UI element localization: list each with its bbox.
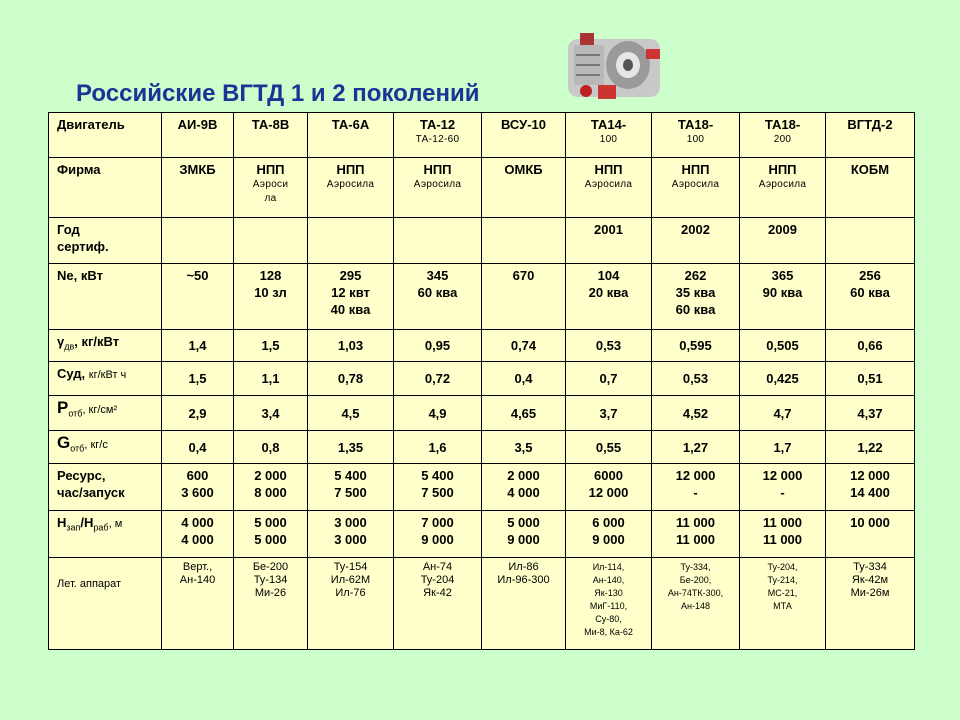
resource-cell: 12 000 - (652, 464, 740, 511)
resource-cell: 6000 12 000 (566, 464, 652, 511)
aircraft-cell: Ту-204, Ту-214, МС-21, МТА (740, 557, 826, 649)
engine-name-cell: ВСУ-10 (482, 113, 566, 158)
altitude-cell: 5 000 5 000 (234, 511, 308, 558)
firm-cell: ОМКБ (482, 157, 566, 217)
gamma-cell: 0,53 (566, 329, 652, 361)
flow-cell: 3,5 (482, 431, 566, 464)
firm-cell: ЗМКБ (162, 157, 234, 217)
engine-name-cell: ТА-12 ТА-12-60 (394, 113, 482, 158)
aircraft-cell: Ил-86 Ил-96-300 (482, 557, 566, 649)
label-aircraft: Лет. аппарат (49, 557, 162, 649)
row-resource (49, 464, 915, 511)
power-cell: 256 60 ква (826, 264, 915, 329)
year-cell (394, 217, 482, 264)
row-power (49, 264, 915, 329)
resource-cell: 5 400 7 500 (394, 464, 482, 511)
power-cell: 262 35 ква 60 ква (652, 264, 740, 329)
power-cell: 365 90 ква (740, 264, 826, 329)
aircraft-cell: Ту-334, Бе-200, Ан-74ТК-300, Ан-148 (652, 557, 740, 649)
sfc-cell: 1,5 (162, 361, 234, 395)
pressure-cell: 4,5 (308, 395, 394, 430)
label-flow: $G_{отб}$, кг/с (49, 431, 162, 464)
aircraft-cell: Ан-74 Ту-204 Як-42 (394, 557, 482, 649)
flow-cell: 1,6 (394, 431, 482, 464)
label-engine: Двигатель (49, 113, 162, 158)
altitude-cell: 5 000 9 000 (482, 511, 566, 558)
resource-cell: 12 000 - (740, 464, 826, 511)
firm-cell: НПП Аэроси ла (234, 157, 308, 217)
year-cell: 2009 (740, 217, 826, 264)
sfc-cell: 0,425 (740, 361, 826, 395)
pressure-cell: 3,7 (566, 395, 652, 430)
resource-cell: 600 3 600 (162, 464, 234, 511)
row-engine (49, 113, 915, 158)
flow-cell: 0,8 (234, 431, 308, 464)
page-title: Российские ВГТД 1 и 2 поколений (76, 80, 480, 107)
resource-cell: 12 000 14 400 (826, 464, 915, 511)
engine-name-cell: ТА18- 100 (652, 113, 740, 158)
firm-cell: НПП Аэросила (740, 157, 826, 217)
power-cell: 128 10 зл (234, 264, 308, 329)
row-year (49, 217, 915, 264)
flow-cell: 1,35 (308, 431, 394, 464)
gamma-cell: 1,5 (234, 329, 308, 361)
gamma-cell: 0,66 (826, 329, 915, 361)
flow-cell: 1,22 (826, 431, 915, 464)
engine-name-cell: ВГТД-2 (826, 113, 915, 158)
sfc-cell: 0,4 (482, 361, 566, 395)
label-sfc: Суд, кг/кВт ч (49, 361, 162, 395)
firm-cell: НПП Аэросила (652, 157, 740, 217)
pressure-cell: 3,4 (234, 395, 308, 430)
label-resource: Ресурс, час/запуск (49, 464, 162, 511)
label-altitude: $Н_{зап}/Н_{раб}$, м (49, 511, 162, 558)
label-power: Ne, кВт (49, 264, 162, 329)
engine-name-cell: ТА-6А (308, 113, 394, 158)
row-gamma (49, 329, 915, 361)
pressure-cell: 4,65 (482, 395, 566, 430)
aircraft-cell: Ту-334 Як-42м Ми-26м (826, 557, 915, 649)
row-firm (49, 157, 915, 217)
pressure-cell: 4,52 (652, 395, 740, 430)
flow-cell: 1,27 (652, 431, 740, 464)
label-firm: Фирма (49, 157, 162, 217)
aircraft-cell: Ту-154 Ил-62М Ил-76 (308, 557, 394, 649)
power-cell: 345 60 ква (394, 264, 482, 329)
year-cell (308, 217, 394, 264)
label-gamma: $\gamma_{дв}$, кг/кВт (49, 329, 162, 361)
row-pressure (49, 395, 915, 430)
gamma-cell: 1,4 (162, 329, 234, 361)
year-cell (826, 217, 915, 264)
firm-cell: КОБМ (826, 157, 915, 217)
resource-cell: 2 000 4 000 (482, 464, 566, 511)
sfc-cell: 0,72 (394, 361, 482, 395)
engines-table (48, 112, 915, 650)
flow-cell: 0,55 (566, 431, 652, 464)
altitude-cell: 10 000 (826, 511, 915, 558)
year-cell (482, 217, 566, 264)
sfc-cell: 0,78 (308, 361, 394, 395)
pressure-cell: 4,37 (826, 395, 915, 430)
engine-image-icon (558, 25, 668, 105)
engine-name-cell: АИ-9В (162, 113, 234, 158)
aircraft-cell: Бе-200 Ту-134 Ми-26 (234, 557, 308, 649)
gamma-cell: 1,03 (308, 329, 394, 361)
gamma-cell: 0,505 (740, 329, 826, 361)
engine-name-cell: ТА-8В (234, 113, 308, 158)
row-flow (49, 431, 915, 464)
firm-cell: НПП Аэросила (566, 157, 652, 217)
aircraft-cell: Верт., Ан-140 (162, 557, 234, 649)
resource-cell: 2 000 8 000 (234, 464, 308, 511)
row-sfc (49, 361, 915, 395)
label-year: Год сертиф. (49, 217, 162, 264)
resource-cell: 5 400 7 500 (308, 464, 394, 511)
power-cell: 295 12 квт 40 ква (308, 264, 394, 329)
gamma-cell: 0,595 (652, 329, 740, 361)
pressure-cell: 4,9 (394, 395, 482, 430)
pressure-cell: 2,9 (162, 395, 234, 430)
gamma-cell: 0,95 (394, 329, 482, 361)
sfc-cell: 0,7 (566, 361, 652, 395)
altitude-cell: 7 000 9 000 (394, 511, 482, 558)
flow-cell: 0,4 (162, 431, 234, 464)
power-cell: 104 20 ква (566, 264, 652, 329)
row-aircraft (49, 557, 915, 649)
year-cell: 2001 (566, 217, 652, 264)
altitude-cell: 3 000 3 000 (308, 511, 394, 558)
sfc-cell: 0,53 (652, 361, 740, 395)
altitude-cell: 4 000 4 000 (162, 511, 234, 558)
sfc-cell: 0,51 (826, 361, 915, 395)
power-cell: ~50 (162, 264, 234, 329)
flow-cell: 1,7 (740, 431, 826, 464)
firm-cell: НПП Аэросила (308, 157, 394, 217)
pressure-cell: 4,7 (740, 395, 826, 430)
engine-name-cell: ТА14- 100 (566, 113, 652, 158)
power-cell: 670 (482, 264, 566, 329)
gamma-cell: 0,74 (482, 329, 566, 361)
year-cell (234, 217, 308, 264)
altitude-cell: 6 000 9 000 (566, 511, 652, 558)
firm-cell: НПП Аэросила (394, 157, 482, 217)
aircraft-cell: Ил-114, Ан-140, Як-130 МиГ-110, Су-80, Ми-8, Ка-62 (566, 557, 652, 649)
sfc-cell: 1,1 (234, 361, 308, 395)
row-altitude (49, 511, 915, 558)
altitude-cell: 11 000 11 000 (740, 511, 826, 558)
label-pressure: $Р_{отб}$, кг/см² (49, 395, 162, 430)
engine-name-cell: ТА18- 200 (740, 113, 826, 158)
year-cell (162, 217, 234, 264)
altitude-cell: 11 000 11 000 (652, 511, 740, 558)
year-cell: 2002 (652, 217, 740, 264)
